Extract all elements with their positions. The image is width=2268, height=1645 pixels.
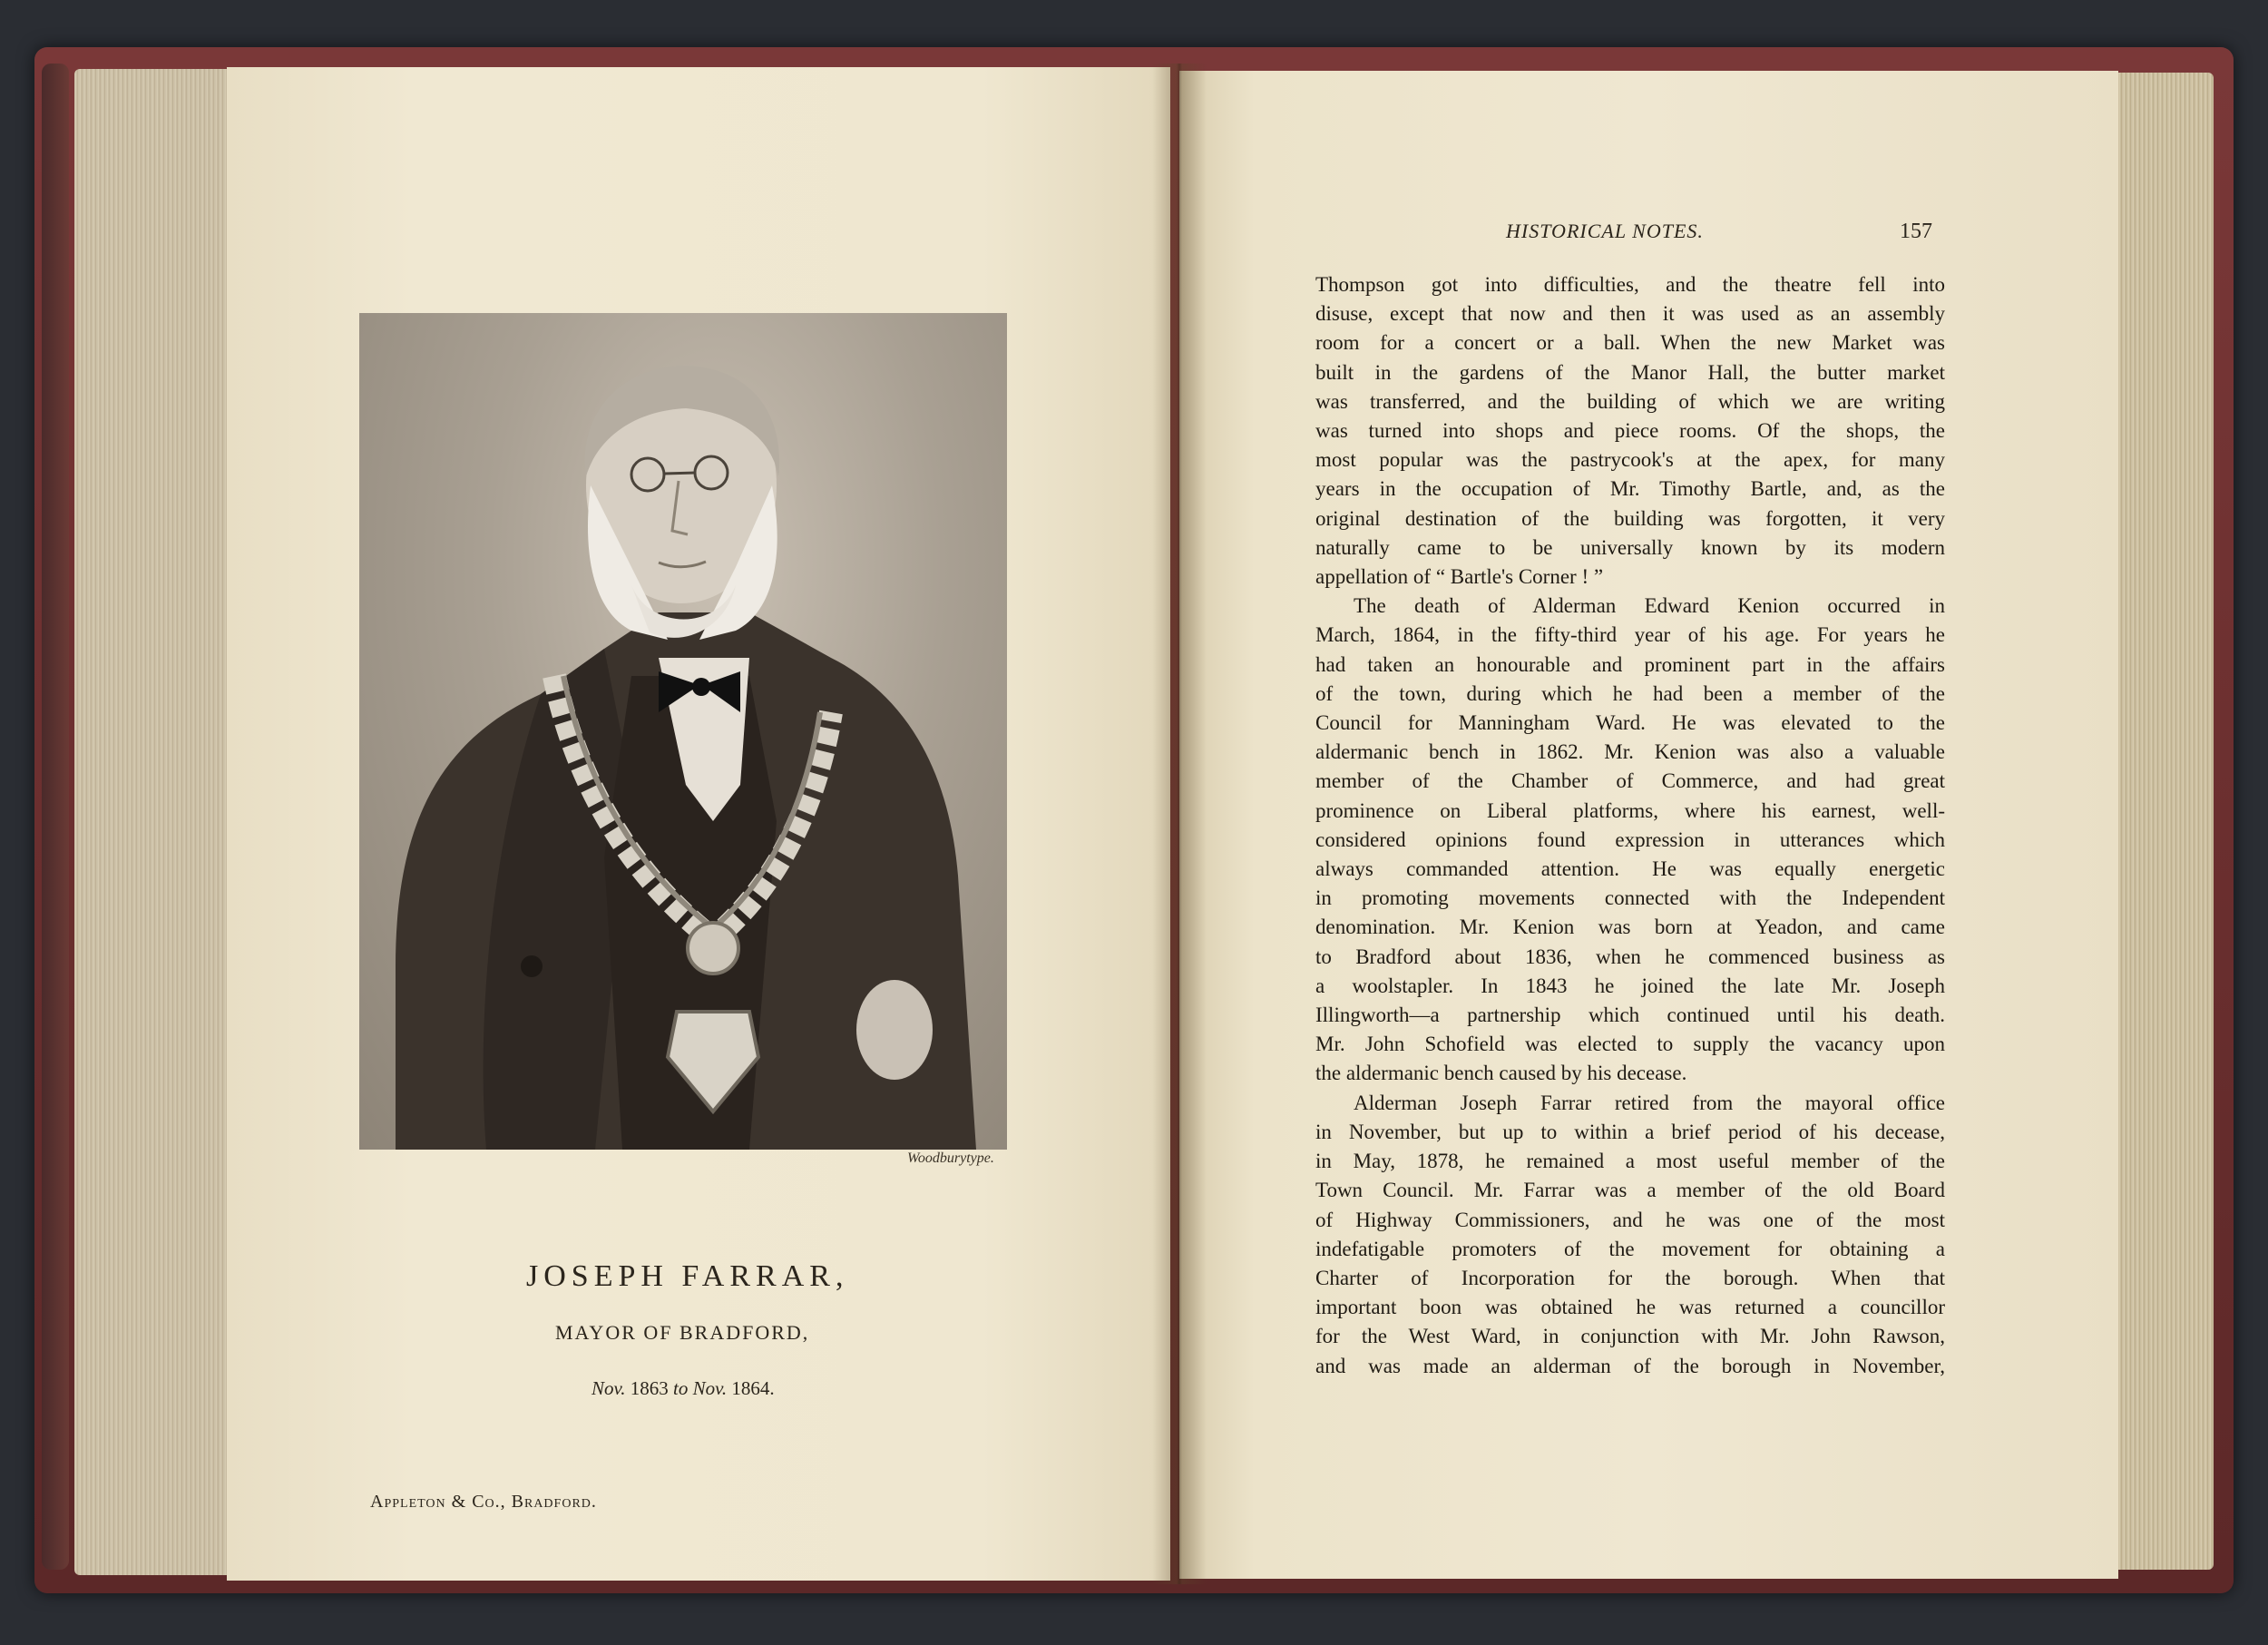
text-line: Town Council. Mr. Farrar was a member of the old Board: [1315, 1179, 1945, 1202]
publisher-imprint: Appleton & Co., Bradford.: [370, 1492, 597, 1512]
text-line: always commanded attention. He was equally energetic: [1315, 857, 1945, 881]
running-head: HISTORICAL NOTES.: [1506, 220, 1704, 242]
text-line: considered opinions found expression in utterances which: [1315, 827, 1945, 851]
text-line: to Bradford about 1836, when he commenced business as: [1315, 945, 1945, 968]
portrait-caption-name: JOSEPH FARRAR,: [526, 1259, 849, 1293]
text-line: built in the gardens of the Manor Hall, the butter market: [1315, 360, 1945, 384]
book-gutter: [1152, 64, 1207, 1584]
right-page-block-edge: [2114, 73, 2214, 1570]
dates-from-month: Nov.: [591, 1377, 626, 1399]
text-line: disuse, except that now and then it was used as an assembly: [1315, 302, 1945, 326]
text-line: years in the occupation of Mr. Timothy Bartle, and, as the: [1315, 477, 1945, 501]
text-line: had taken an honourable and prominent part in the affairs: [1315, 652, 1945, 676]
text-line: aldermanic bench in 1862. Mr. Kenion was also a valuable: [1315, 740, 1945, 764]
portrait-illustration: [359, 313, 1007, 1150]
text-line: Charter of Incorporation for the borough. When that: [1315, 1266, 1945, 1289]
text-line: appellation of “ Bartle's Corner ! ”: [1315, 565, 1604, 589]
text-line: room for a concert or a ball. When the new Market was: [1315, 331, 1945, 355]
text-line: original destination of the building was forgotten, it very: [1315, 506, 1945, 530]
text-line: Council for Manningham Ward. He was elevated to the: [1315, 711, 1945, 735]
text-line: and was made an alderman of the borough in November,: [1315, 1354, 1945, 1377]
page-number: 157: [1900, 220, 1932, 243]
text-line: the aldermanic bench caused by his decease.: [1315, 1062, 1687, 1085]
portrait-caption-title: MAYOR OF BRADFORD,: [555, 1321, 810, 1344]
photo-credit: Woodburytype.: [907, 1151, 994, 1166]
text-line: prominence on Liberal platforms, where his earnest, well-: [1315, 798, 1945, 822]
text-line: important boon was obtained he was returned a councillor: [1315, 1296, 1945, 1319]
dates-to-year: 1864.: [731, 1377, 775, 1399]
text-line: in November, but up to within a brief period of his decease,: [1315, 1120, 1945, 1143]
text-line: denomination. Mr. Kenion was born at Yeadon, and came: [1315, 916, 1945, 939]
dates-to-word: to: [673, 1377, 689, 1399]
text-line: March, 1864, in the fifty-third year of his age. For years he: [1315, 623, 1945, 647]
cover-spine-edge: [42, 64, 69, 1570]
text-line: for the West Ward, in conjunction with Mr. John Rawson,: [1315, 1325, 1945, 1348]
dates-to-month: Nov.: [692, 1377, 728, 1399]
text-line: The death of Alderman Edward Kenion occurred in: [1354, 594, 1945, 618]
text-line: Alderman Joseph Farrar retired from the mayoral office: [1354, 1091, 1945, 1114]
left-page-block-edge: [74, 69, 238, 1575]
body-text: [1315, 270, 1945, 1381]
portrait-caption-dates: [591, 1377, 775, 1400]
text-line: indefatigable promoters of the movement for obtaining a: [1315, 1237, 1945, 1260]
text-line: of Highway Commissioners, and he was one of the most: [1315, 1208, 1945, 1231]
text-line: naturally came to be universally known by its modern: [1315, 535, 1945, 559]
text-line: a woolstapler. In 1843 he joined the late Mr. Joseph: [1315, 974, 1945, 997]
text-line: in promoting movements connected with the Independent: [1315, 886, 1945, 910]
text-line: Thompson got into difficulties, and the theatre fell into: [1315, 273, 1945, 296]
portrait-photograph: [359, 313, 1007, 1150]
dates-from-year: 1863: [630, 1377, 669, 1399]
text-line: most popular was the pastrycook's at the apex, for many: [1315, 448, 1945, 472]
text-line: Illingworth—a partnership which continued until his death.: [1315, 1004, 1945, 1027]
text-line: Mr. John Schofield was elected to supply the vacancy upon: [1315, 1033, 1945, 1056]
text-line: member of the Chamber of Commerce, and had great: [1315, 769, 1945, 793]
text-line: was transferred, and the building of which we are writing: [1315, 389, 1945, 413]
text-line: was turned into shops and piece rooms. Of the shops, the: [1315, 419, 1945, 443]
text-line: of the town, during which he had been a member of the: [1315, 681, 1945, 705]
text-line: in May, 1878, he remained a most useful member of the: [1315, 1150, 1945, 1173]
